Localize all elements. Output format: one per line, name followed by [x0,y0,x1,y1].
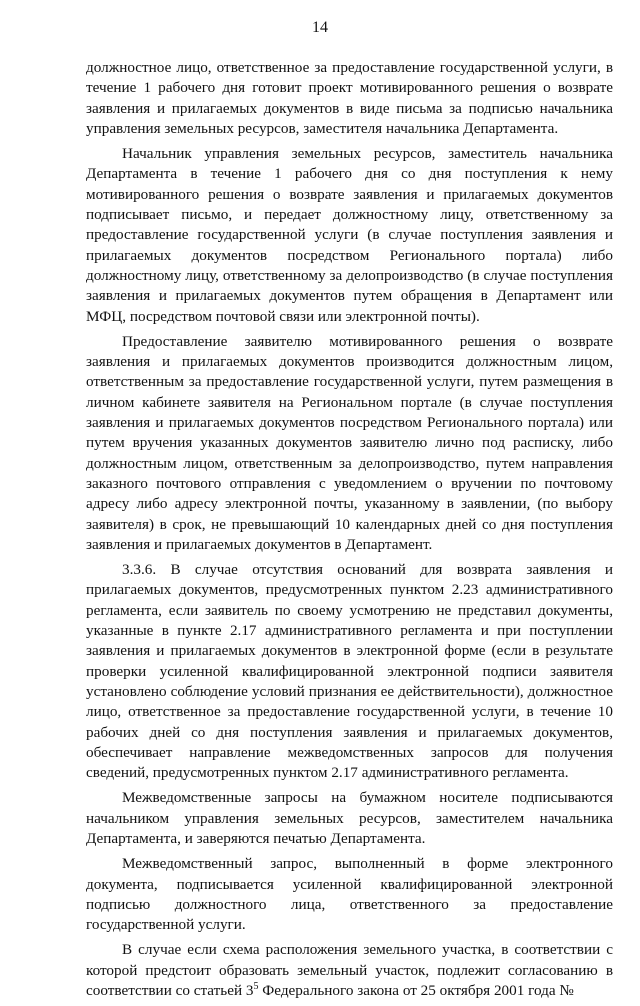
article-superscript: 5 [253,981,259,992]
paragraph-delivery-of-decision: Предоставление заявителю мотивированного решения о возврате заявления и прилагаемых документов производится должностным лицом, ответственным за предоставление государственной услуги, путем размещения в личном кабинете заявителя на Региональном портале (в случае поступления заявления и прилагаемых документов посредством Регионального портала) или путем вручения указанных документов заявителю лично под расписку, либо должностным лицом, ответственным за делопроизводство, путем направления заказного почтового отправления с уведомлением о вручении по почтовому адресу либо адресу электронной почты, указанному в заявлении, (по выбору заявителя) в срок, не превышающий 10 календарных дней со дня поступления заявления и прилагаемых документов в Департамент. [86,332,613,553]
page-number: 14 [312,19,328,36]
paragraph-3-3-6: 3.3.6. В случае отсутствия оснований для возврата заявления и прилагаемых документов, предусмотренных пунктом 2.23 административного регламента, если заявитель по своему усмотрению не представил документы, указанные в пункте 2.17 административного регламента и при поступлении заявления и прилагаемых документов в электронной форме (если в результате проверки усиленной квалифицированной электронной подписи заявителя установлено соблюдение условий признания ее действительности), должностное лицо, ответственное за предоставление государственной услуги, в течение 10 рабочих дней со дня поступления заявления и прилагаемых документов, обеспечивает направление межведомственных запросов для получения сведений, предусмотренных пунктом 2.17 административного регламента. [86,561,613,782]
paragraph-head-signs-letter: Начальник управления земельных ресурсов, заместитель начальника Департамента в течение 1 рабочего дня со дня поступления к нему мотивированного решения о возврате заявления и прилагаемых документов подписывает письмо, и передает должностному лицу, ответственному за предоставление государственной услуги (в случае поступления заявления и прилагаемых документов посредством Регионального портала) либо должностному лицу, ответственному за делопроизводство (в случае поступления заявления и прилагаемых документов путем обращения в Департамент или МФЦ, посредством почтовой связи или электронной почты). [86,145,613,325]
paragraph-continuation: должностное лицо, ответственное за предоставление государственной услуги, в течение 1 рабочего дня готовит проект мотивированного решения о возврате заявления и прилагаемых документов в виде письма за подписью начальника управления земельных ресурсов, заместителя начальника Департамента. [86,59,613,137]
paragraph-paper-requests: Межведомственные запросы на бумажном носителе подписываются начальником управления земельных ресурсов, заместителем начальника Департамента, и заверяются печатью Департамента. [86,789,613,847]
land-plot-text-start: В случае если схема расположения земельного участка, в соответствии с которой предстоит образовать земельный участок, подлежит согласованию в соответствии со статьей 3 [86,941,613,1000]
paragraph-electronic-request: Межведомственный запрос, выполненный в форме электронного документа, подписывается усиленной квалифицированной электронной подписью должностного лица, ответственного за предоставление государственной услуги. [86,855,613,934]
document-body [86,58,613,1006]
paragraph-land-plot-scheme [86,940,613,1001]
land-plot-text-end: Федерального закона от 25 октября 2001 года № [258,982,574,1000]
